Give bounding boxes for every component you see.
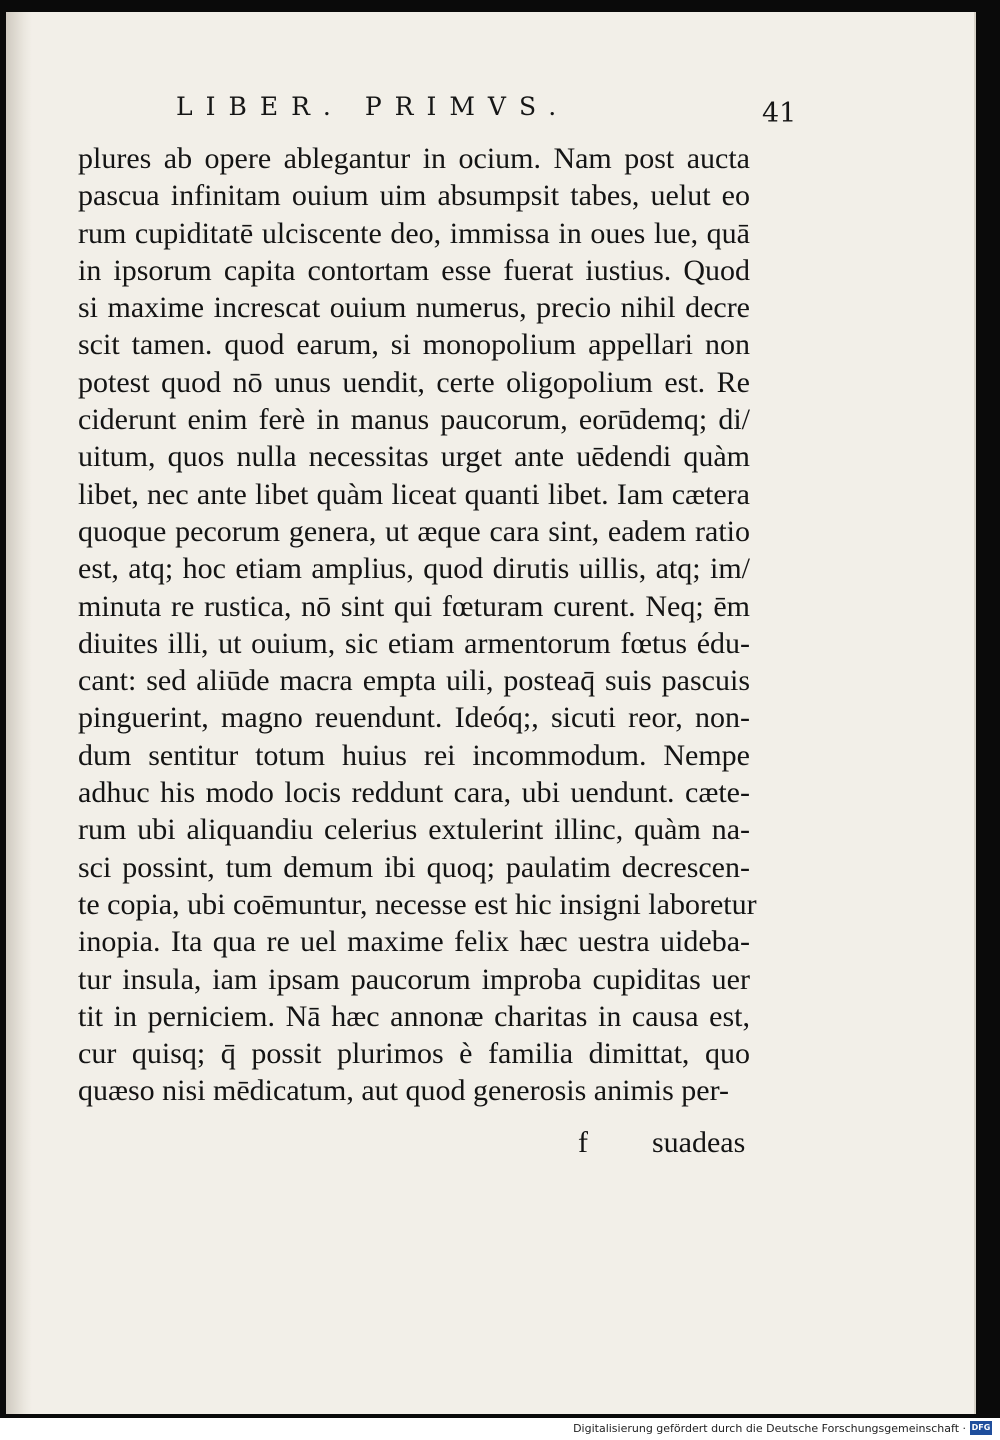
text-line: sci possint, tum demum ibi quoq; paulatim decrescen- [78, 850, 750, 884]
text-line: uitum, quos nulla necessitas urget ante uēdendi quàm [78, 440, 750, 474]
text-line: pascua infinitam ouium uim absumpsit tabes, uelut eo [78, 179, 750, 213]
text-line: rum ubi aliquandiu celerius extulerint illinc, quàm na- [78, 813, 750, 847]
catchword: suadeas [652, 1126, 746, 1159]
text-line: quoque pecorum genera, ut æque cara sint, eadem ratio [78, 514, 750, 548]
text-line: adhuc his modo locis reddunt cara, ubi uendunt. cæte- [78, 776, 750, 810]
text-line: pinguerint, magno reuendunt. Ideóq;, sicuti reor, non- [78, 701, 750, 735]
text-line: ciderunt enim ferè in manus paucorum, eorūdemq; di/ [78, 403, 750, 437]
text-line: cur quisq; q̄ possit plurimos è familia dimittat, quo [78, 1037, 750, 1071]
text-line: libet, nec ante libet quàm liceat quanti libet. Iam cætera [78, 477, 750, 511]
body-text-block [78, 140, 757, 1110]
text-line: te copia, ubi coēmuntur, necesse est hic insigni laboretur [78, 887, 757, 921]
text-line: si maxime increscat ouium numerus, precio nihil decre [78, 291, 750, 325]
text-line: quæso nisi mēdicatum, aut quod generosis animis per- [78, 1074, 729, 1108]
text-line: tit in perniciem. Nā hæc annonæ charitas in causa est, [78, 999, 750, 1033]
page-gutter-shadow [6, 12, 32, 1414]
text-line: rum cupiditatē ulciscente deo, immissa in oues lue, quā [78, 216, 750, 250]
text-line: dum sentitur totum huius rei incommodum. Nempe [78, 738, 750, 772]
text-line: in ipsorum capita contortam esse fuerat iustius. Quod [78, 253, 750, 287]
text-line: tur insula, iam ipsam paucorum improba cupiditas uer [78, 962, 750, 996]
running-head: LIBER. PRIMVS. [176, 92, 570, 121]
text-line: est, atq; hoc etiam amplius, quod dirutis uillis, atq; im/ [78, 552, 750, 586]
funding-credit: Digitalisierung gefördert durch die Deutsche Forschungsgemeinschaft · [573, 1422, 966, 1435]
signature-mark: f [578, 1126, 588, 1159]
text-line: potest quod nō unus uendit, certe oligopolium est. Re [78, 365, 750, 399]
text-line: diuites illi, ut ouium, sic etiam armentorum fœtus édu- [78, 626, 750, 660]
footer-bar [0, 1418, 1000, 1440]
text-line: plures ab opere ablegantur in ocium. Nam post aucta [78, 142, 750, 175]
text-line: cant: sed aliūde macra empta uili, posteaq̄ suis pascuis [78, 664, 750, 698]
text-line: scit tamen. quod earum, si monopolium appellari non [78, 328, 750, 362]
dfg-logo: DFG [970, 1421, 992, 1435]
page-number: 41 [762, 98, 797, 129]
text-line: minuta re rustica, nō sint qui fœturam curent. Neq; ēm [78, 589, 750, 623]
text-line: inopia. Ita qua re uel maxime felix hæc uestra uideba- [78, 925, 750, 959]
